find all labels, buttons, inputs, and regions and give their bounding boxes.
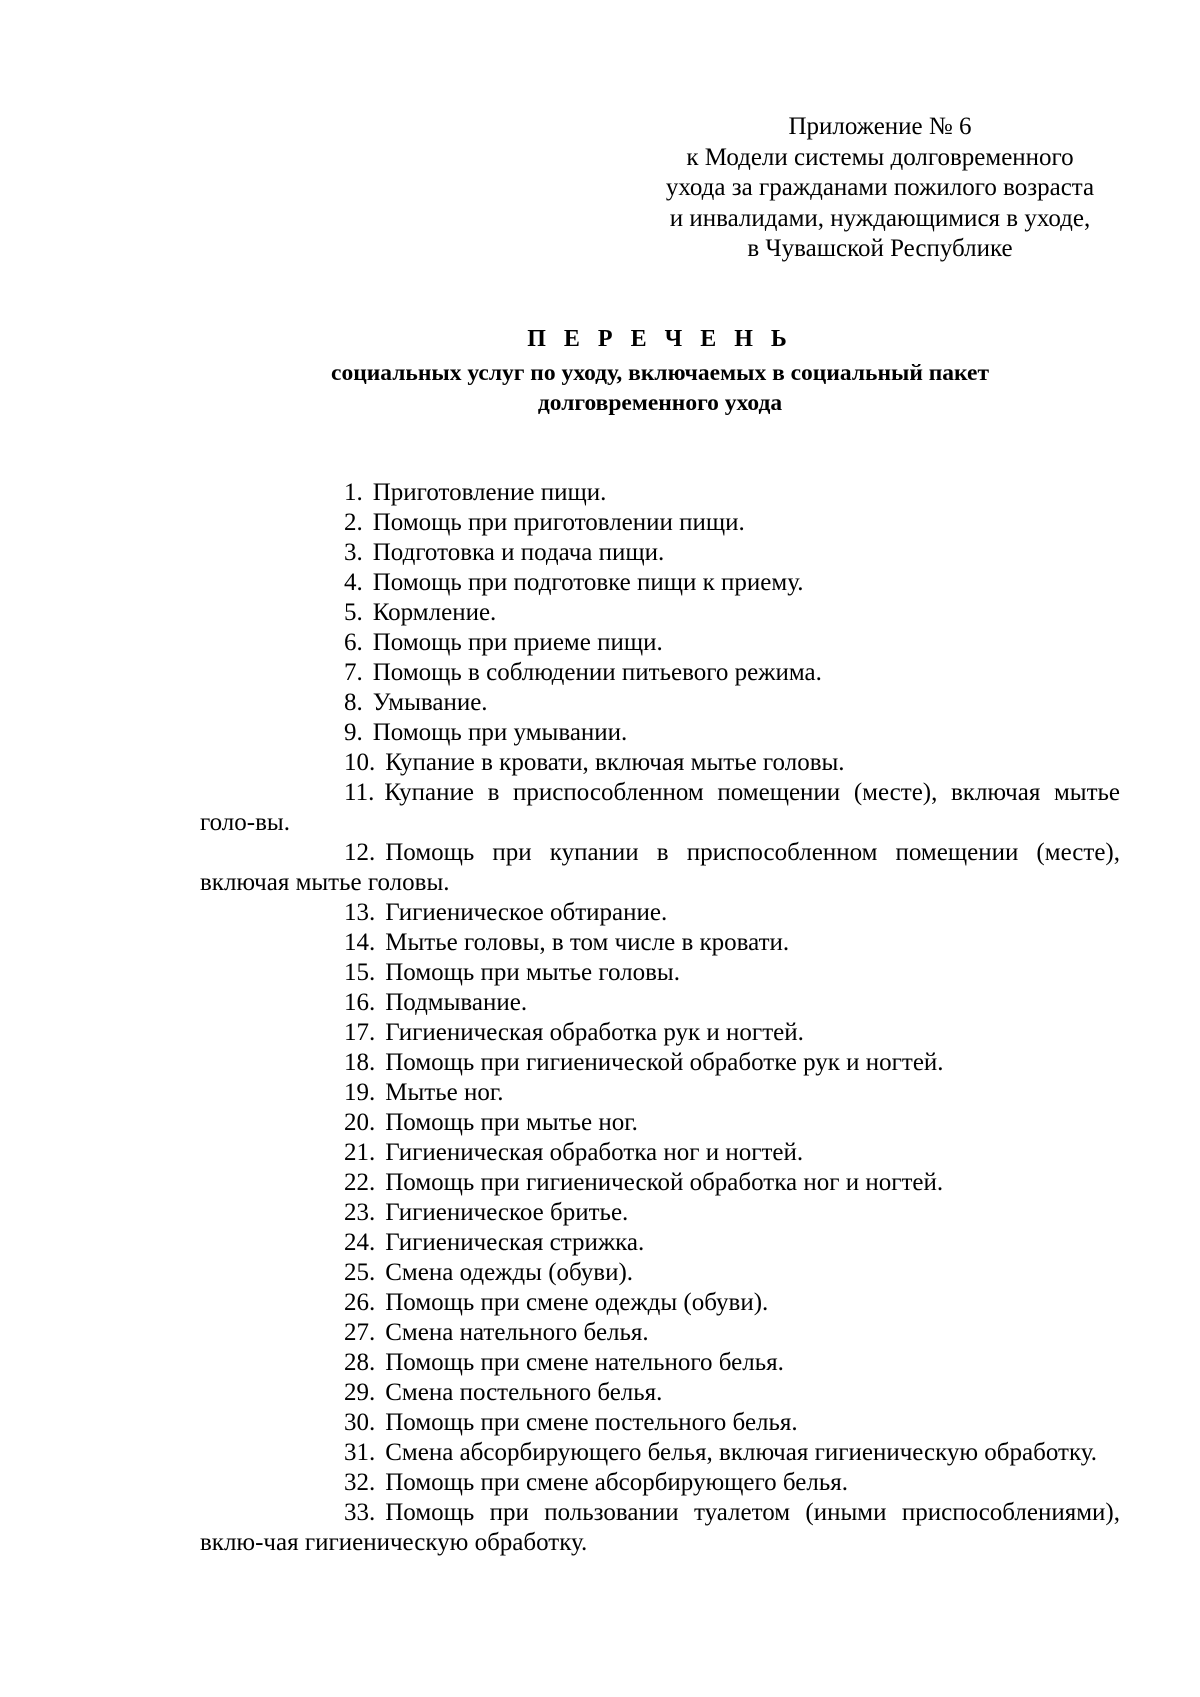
item-number: 27. — [344, 1319, 376, 1346]
item-number: 5. — [344, 599, 363, 626]
list-item — [200, 1138, 1120, 1168]
appendix-line: и инвалидами, нуждающимися в уходе, — [669, 204, 1091, 232]
list-item — [200, 1018, 1120, 1048]
item-text: Гигиеническое обтирание. — [385, 899, 668, 926]
list-item — [200, 598, 1120, 628]
item-text: Приготовление пищи. — [372, 479, 607, 506]
item-number: 33. — [344, 1499, 376, 1526]
item-text: Помощь при смене абсорбирующего белья. — [385, 1469, 848, 1496]
item-number: 1. — [344, 479, 363, 506]
list-item — [200, 628, 1120, 658]
item-number: 31. — [344, 1439, 376, 1466]
list-item — [200, 1228, 1120, 1258]
item-number: 10. — [344, 749, 376, 776]
item-number: 16. — [344, 989, 376, 1016]
list-item — [200, 1288, 1120, 1318]
appendix-line: ухода за гражданами пожилого возраста — [665, 174, 1095, 201]
list-item — [200, 658, 1120, 688]
item-text: Купание в приспособленном помещении (месте), включая мытье голо-вы. — [200, 779, 1120, 836]
item-number: 20. — [344, 1109, 376, 1136]
item-number: 25. — [344, 1259, 376, 1286]
list-item — [200, 1408, 1120, 1438]
item-text: Кормление. — [372, 599, 497, 626]
item-text: Умывание. — [372, 689, 488, 716]
list-item — [200, 778, 1120, 838]
item-number: 32. — [344, 1469, 376, 1496]
item-number: 18. — [344, 1049, 376, 1076]
list-item — [200, 1378, 1120, 1408]
item-number: 3. — [344, 539, 363, 566]
item-text: Помощь при пользовании туалетом (иными приспособлениями), вклю-чая гигиеническую обработку. — [200, 1499, 1120, 1556]
document-subtitle — [200, 358, 1120, 418]
item-number: 17. — [344, 1019, 376, 1046]
item-text: Помощь при гигиенической обработке рук и ногтей. — [385, 1049, 944, 1076]
list-item — [200, 1198, 1120, 1228]
item-text: Помощь в соблюдении питьевого режима. — [372, 659, 822, 686]
list-item — [200, 928, 1120, 958]
item-text: Смена одежды (обуви). — [385, 1259, 634, 1286]
document-title: П Е Р Е Ч Е Н Ь — [527, 326, 793, 352]
item-text: Помощь при гигиенической обработка ног и ногтей. — [385, 1169, 944, 1196]
item-text: Помощь при умывании. — [372, 719, 628, 746]
item-number: 4. — [344, 569, 363, 596]
list-item — [200, 898, 1120, 928]
list-item — [200, 1498, 1120, 1558]
list-item — [200, 538, 1120, 568]
item-number: 14. — [344, 929, 376, 956]
item-number: 7. — [344, 659, 363, 686]
item-number: 2. — [344, 509, 363, 536]
item-text: Помощь при приготовлении пищи. — [372, 509, 745, 536]
item-number: 30. — [344, 1409, 376, 1436]
item-number: 9. — [344, 719, 363, 746]
item-number: 28. — [344, 1349, 376, 1376]
item-number: 19. — [344, 1079, 376, 1106]
item-number: 23. — [344, 1199, 376, 1226]
item-text: Смена абсорбирующего белья, включая гигиеническую обработку. — [385, 1439, 1097, 1466]
item-text: Смена постельного белья. — [385, 1379, 663, 1406]
item-number: 26. — [344, 1289, 376, 1316]
appendix-line: в Чувашской Республике — [747, 235, 1013, 262]
item-number: 12. — [344, 839, 376, 866]
item-text: Гигиеническая обработка рук и ногтей. — [385, 1019, 804, 1046]
item-number: 29. — [344, 1379, 376, 1406]
list-item — [200, 1048, 1120, 1078]
item-text: Помощь при мытье головы. — [385, 959, 680, 986]
appendix-line: Приложение № 6 — [788, 113, 972, 140]
item-text: Помощь при приеме пищи. — [372, 629, 663, 656]
item-number: 21. — [344, 1139, 376, 1166]
item-number: 13. — [344, 899, 376, 926]
appendix-line: к Модели системы долговременного — [686, 143, 1074, 171]
item-text: Помощь при подготовке пищи к приему. — [372, 569, 804, 596]
list-item — [200, 1318, 1120, 1348]
item-text: Гигиеническая стрижка. — [385, 1229, 645, 1256]
item-number: 8. — [344, 689, 363, 716]
subtitle-line: долговременного ухода — [537, 390, 783, 416]
item-number: 24. — [344, 1229, 376, 1256]
list-item — [200, 1438, 1120, 1468]
item-text: Купание в кровати, включая мытье головы. — [385, 749, 845, 776]
item-text: Мытье ног. — [385, 1079, 504, 1106]
item-text: Помощь при смене нательного белья. — [385, 1349, 784, 1376]
list-item — [200, 1468, 1120, 1498]
item-text: Подготовка и подача пищи. — [372, 539, 665, 566]
list-item — [200, 718, 1120, 748]
item-text: Гигиеническое бритье. — [385, 1199, 629, 1226]
item-text: Подмывание. — [385, 989, 528, 1016]
item-number: 6. — [344, 629, 363, 656]
item-text: Помощь при купании в приспособленном помещении (месте), включая мытье головы. — [200, 839, 1120, 896]
list-item — [200, 568, 1120, 598]
list-item — [200, 748, 1120, 778]
item-text: Смена нательного белья. — [385, 1319, 649, 1346]
list-item — [200, 958, 1120, 988]
list-item — [200, 688, 1120, 718]
list-item — [200, 1108, 1120, 1138]
item-number: 11. — [344, 779, 375, 806]
list-item — [200, 1258, 1120, 1288]
item-text: Помощь при смене одежды (обуви). — [385, 1289, 769, 1316]
list-item — [200, 1168, 1120, 1198]
item-text: Гигиеническая обработка ног и ногтей. — [385, 1139, 804, 1166]
list-item — [200, 988, 1120, 1018]
item-text: Помощь при смене постельного белья. — [385, 1409, 798, 1436]
item-number: 22. — [344, 1169, 376, 1196]
item-number: 15. — [344, 959, 376, 986]
item-text: Помощь при мытье ног. — [385, 1109, 638, 1136]
list-item — [200, 1348, 1120, 1378]
list-item — [200, 838, 1120, 898]
subtitle-line: социальных услуг по уходу, включаемых в социальный пакет — [331, 360, 989, 386]
list-item — [200, 478, 1120, 508]
appendix-header — [640, 112, 1120, 265]
list-item — [200, 508, 1120, 538]
list-item — [200, 1078, 1120, 1108]
item-text: Мытье головы, в том числе в кровати. — [385, 929, 790, 956]
services-list — [200, 478, 1120, 1558]
